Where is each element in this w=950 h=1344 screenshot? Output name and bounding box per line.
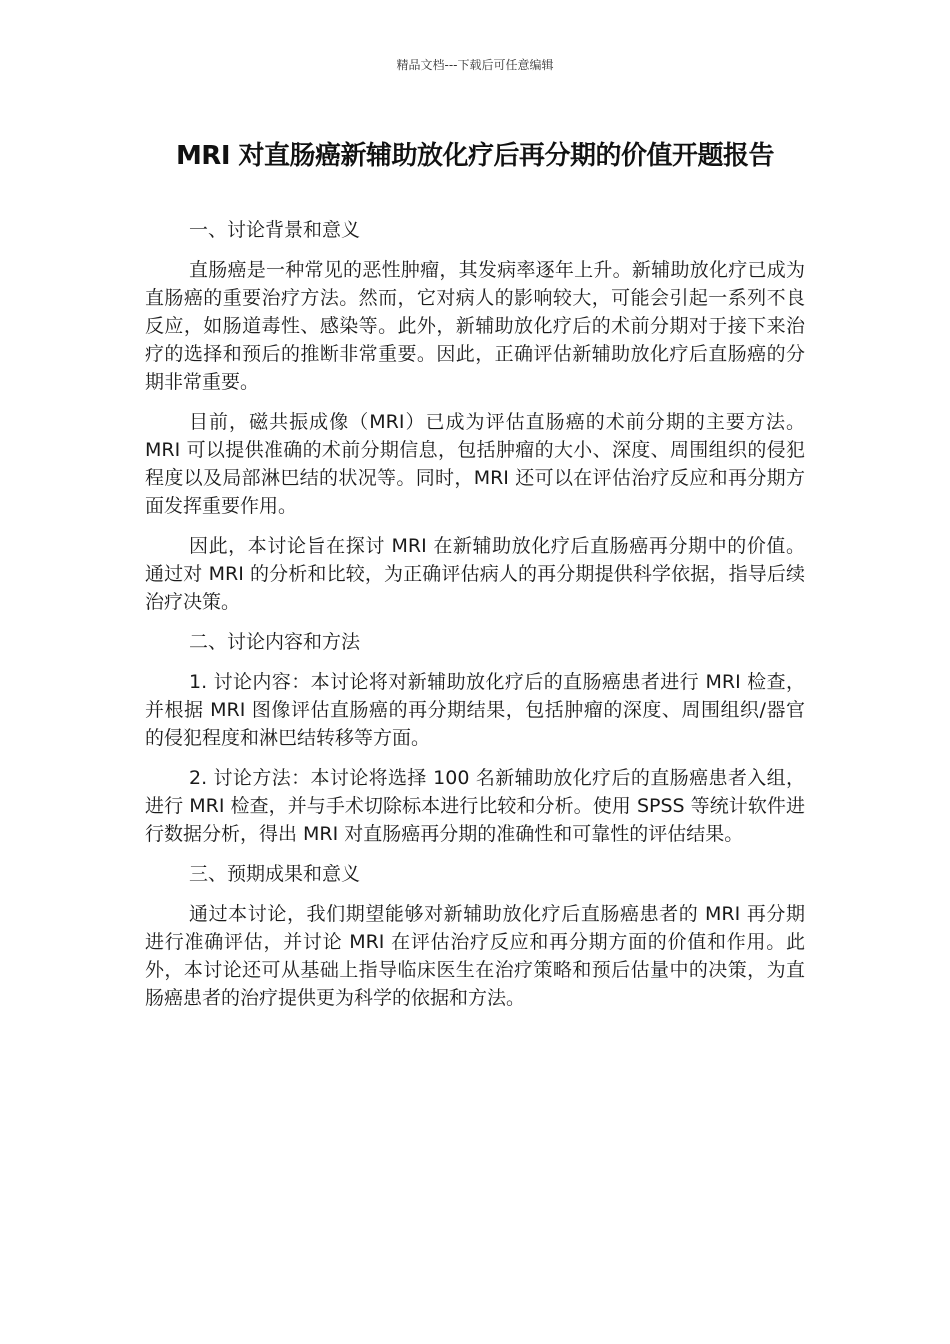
paragraph: 直肠癌是一种常见的恶性肿瘤，其发病率逐年上升。新辅助放化疗已成为直肠癌的重要治疗方法。然而，它对病人的影响较大，可能会引起一系列不良反应，如肠道毒性、感染等。此外，新辅助放化疗后的术前分期对于接下来治疗的选择和预后的推断非常重要。因此，正确评估新辅助放化疗后直肠癌的分期非常重要。 bbox=[145, 259, 805, 393]
paragraph: 目前，磁共振成像（MRI）已成为评估直肠癌的术前分期的主要方法。MRI 可以提供准确的术前分期信息，包括肿瘤的大小、深度、周围组织的侵犯程度以及局部淋巴结的状况等。同时，MRI 还可以在评估治疗反应和再分期方面发挥重要作用。 bbox=[145, 411, 805, 517]
paragraph: 因此，本讨论旨在探讨 MRI 在新辅助放化疗后直肠癌再分期中的价值。通过对 MRI 的分析和比较，为正确评估病人的再分期提供科学依据，指导后续治疗决策。 bbox=[145, 535, 805, 613]
section-heading: 三、预期成果和意义 bbox=[189, 863, 361, 885]
section-heading: 一、讨论背景和意义 bbox=[189, 219, 361, 241]
paragraph: 1. 讨论内容：本讨论将对新辅助放化疗后的直肠癌患者进行 MRI 检查，并根据 MRI 图像评估直肠癌的再分期结果，包括肿瘤的深度、周围组织/器官的侵犯程度和淋巴结转移等方面。 bbox=[145, 671, 805, 749]
header-note: 精品文档---下载后可任意编辑 bbox=[396, 58, 554, 72]
document-title: MRI 对直肠癌新辅助放化疗后再分期的价值开题报告 bbox=[175, 141, 775, 171]
paragraph: 通过本讨论，我们期望能够对新辅助放化疗后直肠癌患者的 MRI 再分期进行准确评估，并讨论 MRI 在评估治疗反应和再分期方面的价值和作用。此外，本讨论还可从基础上指导临床医生在治疗策略和预后估量中的决策，为直肠癌患者的治疗提供更为科学的依据和方法。 bbox=[145, 903, 805, 1009]
paragraph: 2. 讨论方法：本讨论将选择 100 名新辅助放化疗后的直肠癌患者入组，进行 MRI 检查，并与手术切除标本进行比较和分析。使用 SPSS 等统计软件进行数据分析，得出 MRI 对直肠癌再分期的准确性和可靠性的评估结果。 bbox=[145, 767, 805, 845]
document-body bbox=[145, 216, 805, 1024]
section-heading: 二、讨论内容和方法 bbox=[189, 631, 361, 653]
